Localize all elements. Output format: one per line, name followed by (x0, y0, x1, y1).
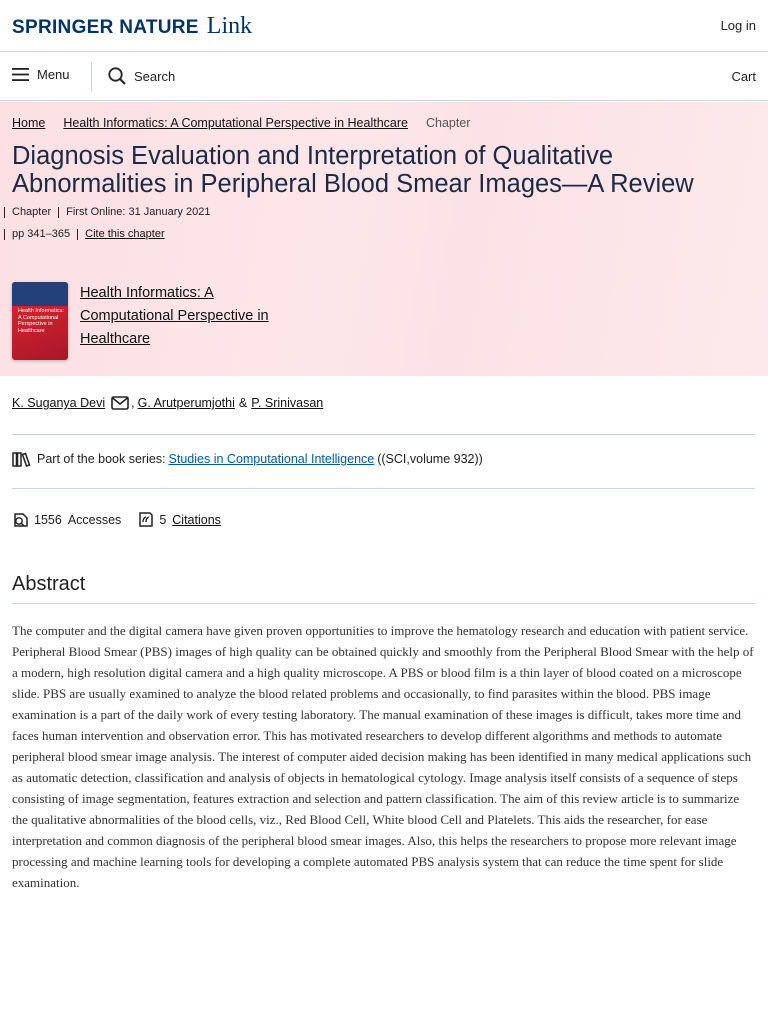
author-separator: & (238, 396, 248, 410)
search-label: Search (134, 68, 176, 84)
hamburger-menu-icon (12, 68, 29, 81)
abstract-heading: Abstract (12, 573, 86, 595)
author-link[interactable]: G. Arutperumjothi (137, 396, 235, 410)
cite-this-chapter-link[interactable]: Cite this chapter (85, 228, 165, 240)
breadcrumb (12, 116, 470, 130)
author-link[interactable]: P. Srinivasan (251, 396, 324, 410)
cover-band (12, 282, 68, 306)
content-type: Chapter (12, 206, 52, 218)
logo-springer-nature: SPRINGER NATURE (12, 17, 199, 38)
accesses-icon (12, 511, 30, 528)
nav-divider (91, 62, 92, 92)
chapter-pages-meta (4, 228, 165, 240)
book-cover-image[interactable] (12, 282, 68, 360)
citations-link[interactable]: Citations (172, 512, 221, 527)
book-series (12, 451, 483, 467)
login-link[interactable]: Log in (720, 18, 756, 33)
springer-nature-link-logo[interactable] (12, 13, 252, 40)
citations-count: 5 (159, 512, 167, 527)
divider (12, 488, 755, 489)
chapter-metrics (12, 511, 221, 528)
breadcrumb-home[interactable]: Home (12, 116, 46, 130)
logo-link: Link (206, 13, 253, 39)
top-bar (0, 0, 768, 52)
cart-link[interactable]: Cart (731, 69, 756, 84)
meta-separator (4, 229, 5, 240)
search-icon (108, 67, 126, 85)
menu-label: Menu (37, 67, 70, 82)
series-prefix: Part of the book series: (37, 452, 166, 466)
author-link[interactable]: K. Suganya Devi (12, 396, 106, 410)
book-title-link[interactable]: Health Informatics: A Computational Perspective in Healthcare (80, 285, 269, 347)
search-button[interactable] (108, 67, 175, 85)
meta-separator (58, 207, 59, 218)
chapter-header (0, 102, 768, 376)
divider (12, 603, 755, 604)
series-link[interactable]: Studies in Computational Intelligence (168, 452, 375, 466)
divider (12, 434, 755, 435)
abstract-text: The computer and the digital camera have given proven opportunities to improve the hematology research and education with patient service. Peripheral Blood Smear (PBS) images of high quality can be obtained quickly and smoothly from the Peripheral Blood Smear with the help of a modern, high resolution digital camera and a high quality microscope. A PBS or blood film is a thin layer of blood coated on a microscope slide. PBS are usually examined to analyze the blood related problems and occasionally, to find parasites within the blood. PBS image examination is a part of the daily work of every testing laboratory. The manual examination of these images is difficult, takes more time and faces human intervention and observation error. This has motivated researchers to develop different algorithms and methods to automate peripheral blood smear image analysis. The interest of computer aided decision making has been identified in many medical applications such as automatic detection, classification and analysis of objects in hematological cytology. Image analysis itself consists of a sequence of steps consisting of image segmentation, features extraction and selection and pattern classification. The aim of this review article is to summarize the qualitative abnormalities of the blood cells, viz., Red Blood Cell, White blood Cell and Platelets. This aids the researcher, for ease interpretation and common diagnosis of the peripheral blood smear images. Also, this helps the researchers to propose more relevant image processing and machine learning tools for developing a complete automated PBS analysis system that can reduce the time spent for slide examination. (12, 623, 754, 890)
author-separator: , (131, 396, 135, 410)
accesses-label: Accesses (67, 512, 122, 527)
menu-button[interactable] (12, 67, 70, 82)
series-volume: ((SCI,volume 932)) (377, 452, 483, 466)
breadcrumb-book[interactable]: Health Informatics: A Computational Perspective in Healthcare (63, 116, 408, 130)
citations-icon (137, 511, 155, 528)
mail-icon[interactable] (111, 396, 129, 410)
meta-separator (4, 207, 5, 218)
meta-separator (77, 229, 78, 240)
nav-bar (0, 53, 768, 101)
first-online-date: First Online: 31 January 2021 (66, 206, 211, 218)
chapter-meta (4, 206, 210, 218)
breadcrumb-current: Chapter (425, 116, 471, 130)
cover-title: Health Informatics: A Computational Perspective in Healthcare (18, 308, 64, 334)
page-range: pp 341–365 (12, 228, 71, 240)
accesses-count: 1556 (34, 512, 62, 527)
books-icon (12, 451, 32, 467)
author-list (12, 396, 323, 410)
page-title: Diagnosis Evaluation and Interpretation of Qualitative Abnormalities in Peripheral Blood Smear Images—A Review (12, 142, 694, 198)
